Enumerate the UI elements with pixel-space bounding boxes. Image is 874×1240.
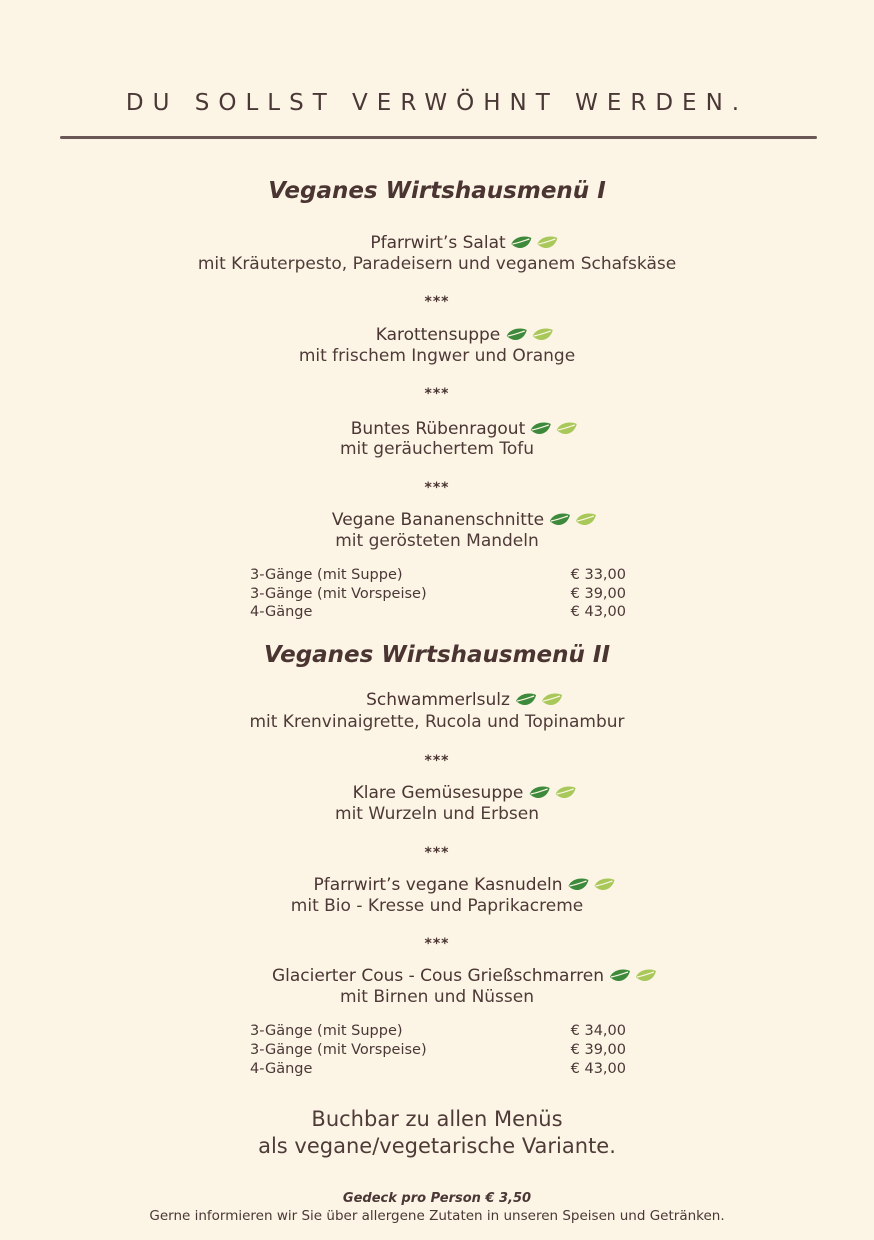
course-separator: *** xyxy=(424,294,450,310)
menu-1-course-3-name xyxy=(351,419,579,439)
price-label: 4-Gänge xyxy=(250,604,313,620)
menu-2-price-row xyxy=(250,1023,626,1039)
leaf-icon xyxy=(555,421,579,438)
page-tagline: DU SOLLST VERWÖHNT WERDEN. xyxy=(125,90,749,116)
leaf-icon xyxy=(536,235,560,252)
menu-1-price-row xyxy=(250,567,626,583)
course-separator: *** xyxy=(424,480,450,496)
menu-2-course-1-desc: mit Krenvinaigrette, Rucola und Topinambur xyxy=(249,712,625,732)
vegan-leaves xyxy=(504,327,554,344)
vegan-leaves xyxy=(514,692,564,709)
menu-2-course-3-desc: mit Bio - Kresse und Paprikacreme xyxy=(290,896,584,916)
leaf-icon xyxy=(530,327,554,344)
footer-note-line-2: als vegane/vegetarische Variante. xyxy=(258,1134,616,1158)
price-value: € 34,00 xyxy=(570,1023,626,1039)
course-separator: *** xyxy=(424,386,450,402)
menu-1-price-row xyxy=(250,604,626,620)
leaf-icon xyxy=(567,877,591,894)
course-name: Karottensuppe xyxy=(375,325,501,345)
menu-1-course-2-name xyxy=(376,325,555,345)
leaf-icon xyxy=(553,785,577,802)
menu-2-title: Veganes Wirtshausmenü II xyxy=(263,642,611,668)
leaf-icon xyxy=(593,877,617,894)
menu-1-course-4-desc: mit gerösteten Mandeln xyxy=(335,531,539,551)
vegan-leaves xyxy=(527,785,577,802)
leaf-icon xyxy=(634,968,658,985)
menu-2-course-2-name xyxy=(353,783,578,803)
menu-2-price-row xyxy=(250,1042,626,1058)
price-label: 3-Gänge (mit Suppe) xyxy=(250,567,403,583)
menu-1-course-2-desc: mit frischem Ingwer und Orange xyxy=(298,346,576,366)
course-separator: *** xyxy=(424,753,450,769)
leaf-icon xyxy=(510,235,534,252)
menu-2-course-1-name xyxy=(366,690,564,710)
course-name: Klare Gemüsesuppe xyxy=(352,783,524,803)
leaf-icon xyxy=(527,785,551,802)
menu-1-course-4-name xyxy=(332,510,598,530)
course-name: Glacierter Cous - Cous Grießschmarren xyxy=(271,966,605,986)
menu-2-price-row xyxy=(250,1061,626,1077)
leaf-icon xyxy=(514,692,538,709)
price-label: 4-Gänge xyxy=(250,1061,313,1077)
course-name: Pfarrwirt’s Salat xyxy=(370,233,506,253)
vegan-leaves xyxy=(567,877,617,894)
menu-1-course-1-name xyxy=(370,233,559,253)
leaf-icon xyxy=(574,512,598,529)
price-label: 3-Gänge (mit Vorspeise) xyxy=(250,586,427,602)
course-name: Vegane Bananenschnitte xyxy=(331,510,545,530)
price-value: € 39,00 xyxy=(570,586,626,602)
course-name: Buntes Rübenragout xyxy=(350,419,526,439)
leaf-icon xyxy=(608,968,632,985)
menu-2-course-4-name xyxy=(272,966,658,986)
leaf-icon xyxy=(548,512,572,529)
leaf-icon xyxy=(504,327,528,344)
header-divider xyxy=(60,136,817,139)
vegan-leaves xyxy=(548,512,598,529)
course-separator: *** xyxy=(424,845,450,861)
menu-1-course-1-desc: mit Kräuterpesto, Paradeisern und veganem Schafskäse xyxy=(197,254,677,274)
menu-1-title: Veganes Wirtshausmenü I xyxy=(268,178,606,204)
course-separator: *** xyxy=(424,936,450,952)
price-value: € 33,00 xyxy=(570,567,626,583)
menu-2-course-3-name xyxy=(313,875,616,895)
menu-1-price-row xyxy=(250,586,626,602)
leaf-icon xyxy=(529,421,553,438)
vegan-leaves xyxy=(529,421,579,438)
course-name: Pfarrwirt’s vegane Kasnudeln xyxy=(313,875,563,895)
vegan-leaves xyxy=(608,968,658,985)
menu-2-course-2-desc: mit Wurzeln und Erbsen xyxy=(335,804,539,824)
menu-2-course-4-desc: mit Birnen und Nüssen xyxy=(339,987,535,1007)
course-name: Schwammerlsulz xyxy=(366,690,510,710)
footer-note-line-1: Buchbar zu allen Menüs xyxy=(311,1107,563,1131)
price-value: € 39,00 xyxy=(570,1042,626,1058)
cover-charge: Gedeck pro Person € 3,50 xyxy=(342,1191,532,1206)
price-label: 3-Gänge (mit Suppe) xyxy=(250,1023,403,1039)
price-label: 3-Gänge (mit Vorspeise) xyxy=(250,1042,427,1058)
allergen-note: Gerne informieren wir Sie über allergene Zutaten in unseren Speisen und Getränken. xyxy=(149,1208,725,1224)
leaf-icon xyxy=(540,692,564,709)
vegan-leaves xyxy=(510,235,560,252)
price-value: € 43,00 xyxy=(570,604,626,620)
menu-1-course-3-desc: mit geräuchertem Tofu xyxy=(339,439,535,459)
price-value: € 43,00 xyxy=(570,1061,626,1077)
